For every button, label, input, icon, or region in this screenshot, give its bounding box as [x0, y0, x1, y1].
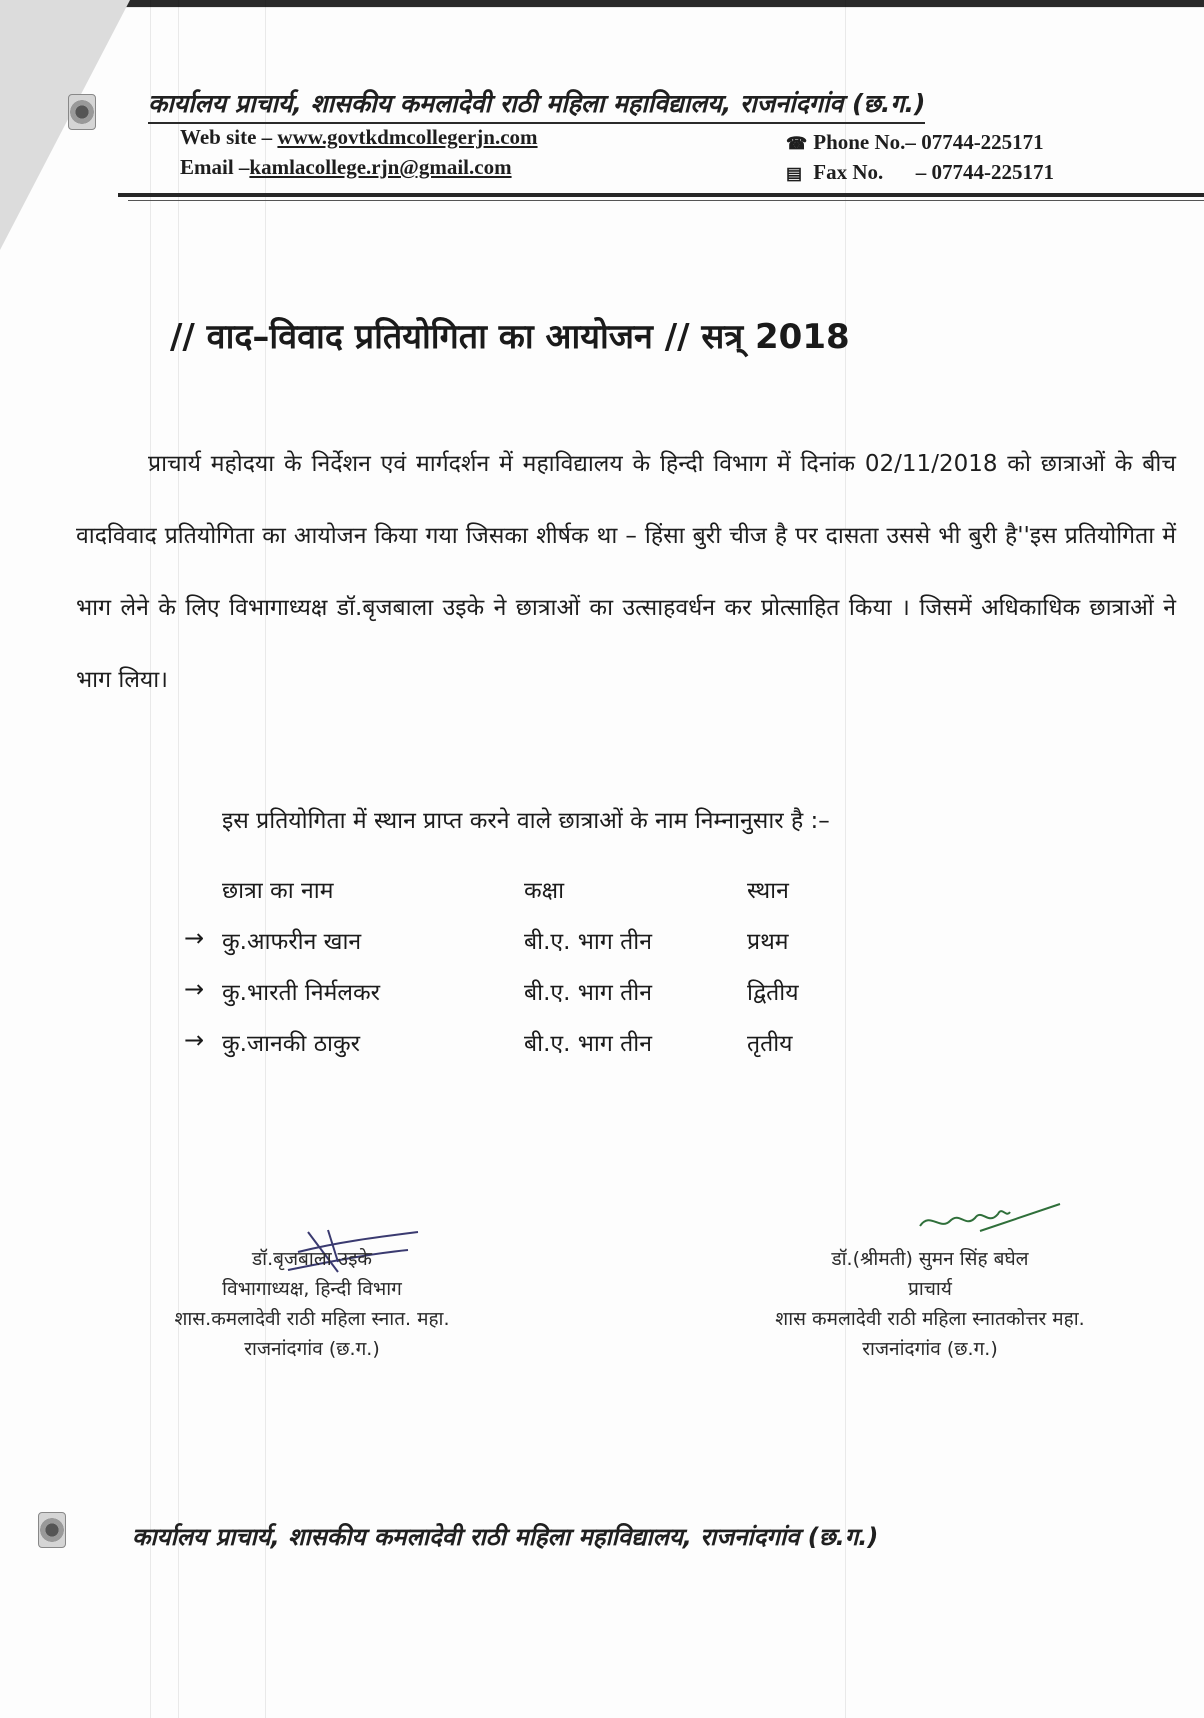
- website-line: [180, 125, 538, 150]
- signatory-designation: प्राचार्य: [908, 1278, 952, 1300]
- telephone-icon: ☎: [786, 134, 808, 153]
- student-name: कु.आफरीन खान: [222, 929, 362, 955]
- student-place: प्रथम: [747, 929, 789, 955]
- student-class: बी.ए. भाग तीन: [524, 1031, 652, 1057]
- header-divider: [118, 193, 1204, 197]
- student-place: तृतीय: [747, 1031, 793, 1057]
- signatory-place: राजनांदगांव (छ.ग.): [244, 1338, 380, 1360]
- fax-line: [786, 160, 1054, 185]
- phone-line: [786, 130, 1044, 155]
- signature-block-right: [710, 1244, 1150, 1364]
- fax-number: – 07744-225171: [915, 160, 1054, 184]
- signature-block-left: [112, 1244, 512, 1364]
- folded-corner: [0, 0, 130, 250]
- signatory-institution: शास कमलादेवी राठी महिला स्नातकोत्तर महा.: [775, 1308, 1085, 1330]
- signatory-designation: विभागाध्यक्ष, हिन्दी विभाग: [222, 1278, 402, 1300]
- fax-label: Fax No.: [813, 160, 884, 184]
- signature-right-mark: [910, 1196, 1070, 1240]
- column-header-class: कक्षा: [524, 878, 565, 904]
- scan-artifact-line: [150, 0, 151, 1718]
- document-title: // वाद–विवाद प्रतियोगिता का आयोजन // सत्र् 2018: [170, 317, 850, 357]
- arrow-mark-icon: →: [184, 924, 205, 952]
- email-line: [180, 155, 512, 180]
- student-class: बी.ए. भाग तीन: [524, 929, 652, 955]
- student-name: कु.भारती निर्मलकर: [222, 980, 381, 1006]
- column-header-name: छात्रा का नाम: [222, 878, 334, 904]
- scan-artifact-line: [178, 0, 179, 1718]
- phone-label: Phone No.–: [813, 130, 916, 154]
- signatory-institution: शास.कमलादेवी राठी महिला स्नात. महा.: [174, 1308, 450, 1330]
- signatory-name: डॉ.बृजबाला उइके: [251, 1248, 373, 1270]
- winners-intro: इस प्रतियोगिता में स्थान प्राप्त करने वाले छात्राओं के नाम निम्नानुसार है :–: [222, 808, 830, 834]
- phone-number: 07744-225171: [921, 130, 1044, 154]
- email-link[interactable]: kamlacollege.rjn@gmail.com: [249, 155, 512, 179]
- scan-top-bar: [120, 0, 1204, 7]
- footer-office-title: कार्यालय प्राचार्य, शासकीय कमलादेवी राठी महिला महाविद्यालय, राजनांदगांव (छ.ग.): [132, 1523, 879, 1551]
- student-place: द्वितीय: [747, 980, 799, 1006]
- scan-artifact-line: [845, 0, 846, 1718]
- website-label: Web site –: [180, 125, 273, 149]
- arrow-mark-icon: →: [184, 975, 205, 1003]
- header-divider-thin: [128, 200, 1204, 201]
- student-class: बी.ए. भाग तीन: [524, 980, 652, 1006]
- website-link[interactable]: www.govtkdmcollegerjn.com: [277, 125, 538, 149]
- body-paragraph: प्राचार्य महोदया के निर्देशन एवं मार्गदर्शन में महाविद्यालय के हिन्दी विभाग में दिनांक 02/11/2018 को छात्राओं के बीच वादविवाद प्रतियोगिता का आयोजन किया गया जिसका शीर्षक था – हिंसा बुरी चीज है पर दासता उससे भी बुरी है''इस प्रतियोगिता में भाग लेने के लिए विभागाध्यक्ष डॉ.बृजबाला उइके ने छात्राओं का उत्साहवर्धन कर प्रोत्साहित किया । जिसमें अधिकाधिक छात्राओं ने भाग लिया।: [76, 451, 1176, 693]
- fax-icon: ▤: [786, 164, 803, 183]
- college-emblem-icon: [38, 1512, 66, 1548]
- college-emblem-icon: [68, 94, 96, 130]
- signatory-name: डॉ.(श्रीमती) सुमन सिंह बघेल: [831, 1248, 1029, 1270]
- signatory-place: राजनांदगांव (छ.ग.): [862, 1338, 998, 1360]
- arrow-mark-icon: →: [184, 1026, 205, 1054]
- column-header-place: स्थान: [747, 878, 789, 904]
- scan-artifact-line: [265, 0, 266, 1718]
- email-label: Email –: [180, 155, 250, 179]
- header-office-title: कार्यालय प्राचार्य, शासकीय कमलादेवी राठी महिला महाविद्यालय, राजनांदगांव (छ.ग.): [148, 86, 925, 124]
- student-name: कु.जानकी ठाकुर: [222, 1031, 361, 1057]
